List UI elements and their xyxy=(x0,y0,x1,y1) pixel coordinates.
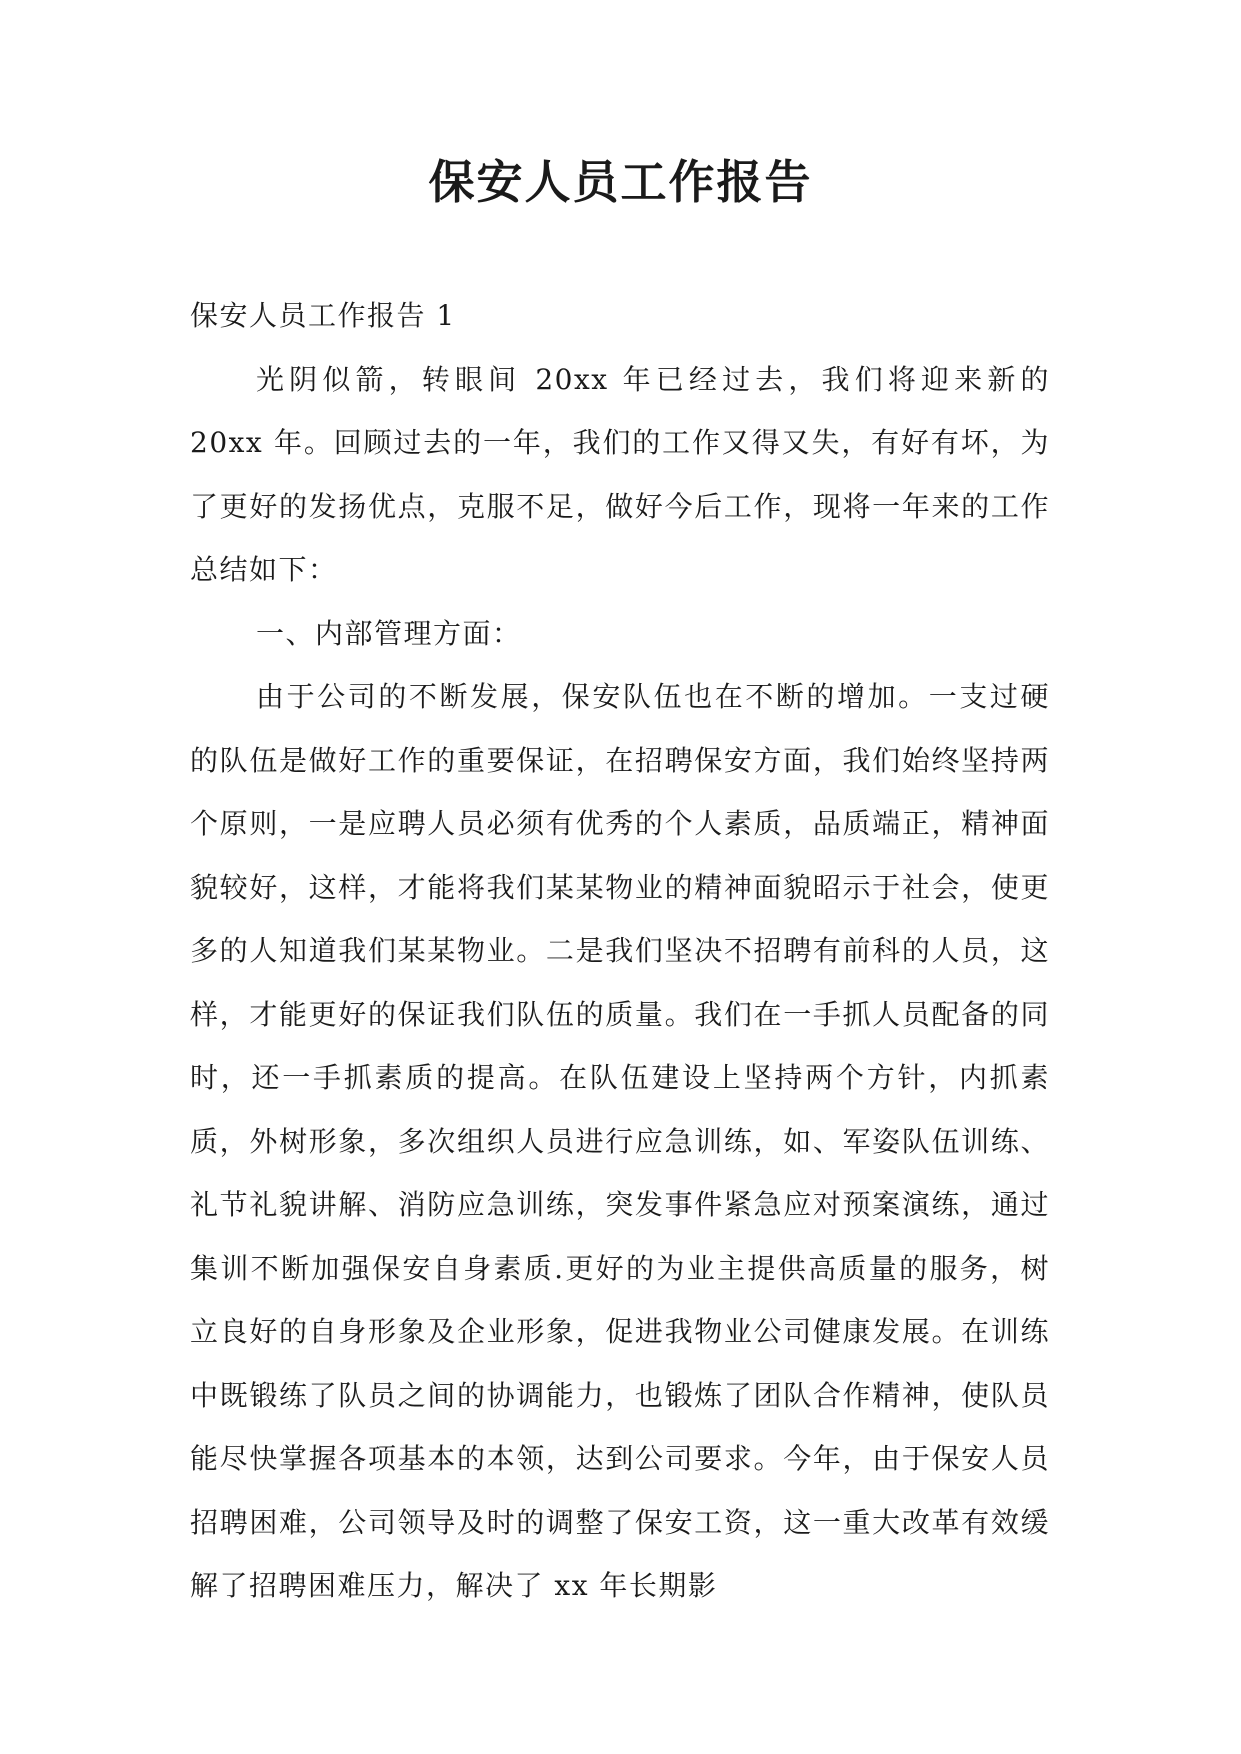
paragraph-intro: 光阴似箭，转眼间 20xx 年已经过去，我们将迎来新的 20xx 年。回顾过去的一年，我们的工作又得又失，有好有坏，为了更好的发扬优点，克服不足，做好今后工作，现将一年来的工作总结如下： xyxy=(190,362,1050,586)
paragraph-internal-management: 由于公司的不断发展，保安队伍也在不断的增加。一支过硬的队伍是做好工作的重要保证，在招聘保安方面，我们始终坚持两个原则，一是应聘人员必须有优秀的个人素质，品质端正，精神面貌较好，这样，才能将我们某某物业的精神面貌昭示于社会，使更多的人知道我们某某物业。二是我们坚决不招聘有前科的人员，这样，才能更好的保证我们队伍的质量。我们在一手抓人员配备的同时，还一手抓素质的提高。在队伍建设上坚持两个方针，内抓素质，外树形象，多次组织人员进行应急训练，如、军姿队伍训练、礼节礼貌讲解、消防应急训练，突发事件紧急应对预案演练，通过集训不断加强保安自身素质.更好的为业主提供高质量的服务，树立良好的自身形象及企业形象，促进我物业公司健康发展。在训练中既锻练了队员之间的协调能力，也锻炼了团队合作精神，使队员能尽快掌握各项基本的本领，达到公司要求。今年，由于保安人员招聘困难，公司领导及时的调整了保安工资，这一重大改革有效缓解了招聘困难压力，解决了 xx 年长期影 xyxy=(190,680,1050,1602)
document-body xyxy=(190,284,1050,1618)
section-heading-internal-management: 一、内部管理方面： xyxy=(256,616,522,650)
section-heading: 保安人员工作报告 1 xyxy=(190,299,456,332)
document-title: 保安人员工作报告 xyxy=(428,155,813,209)
